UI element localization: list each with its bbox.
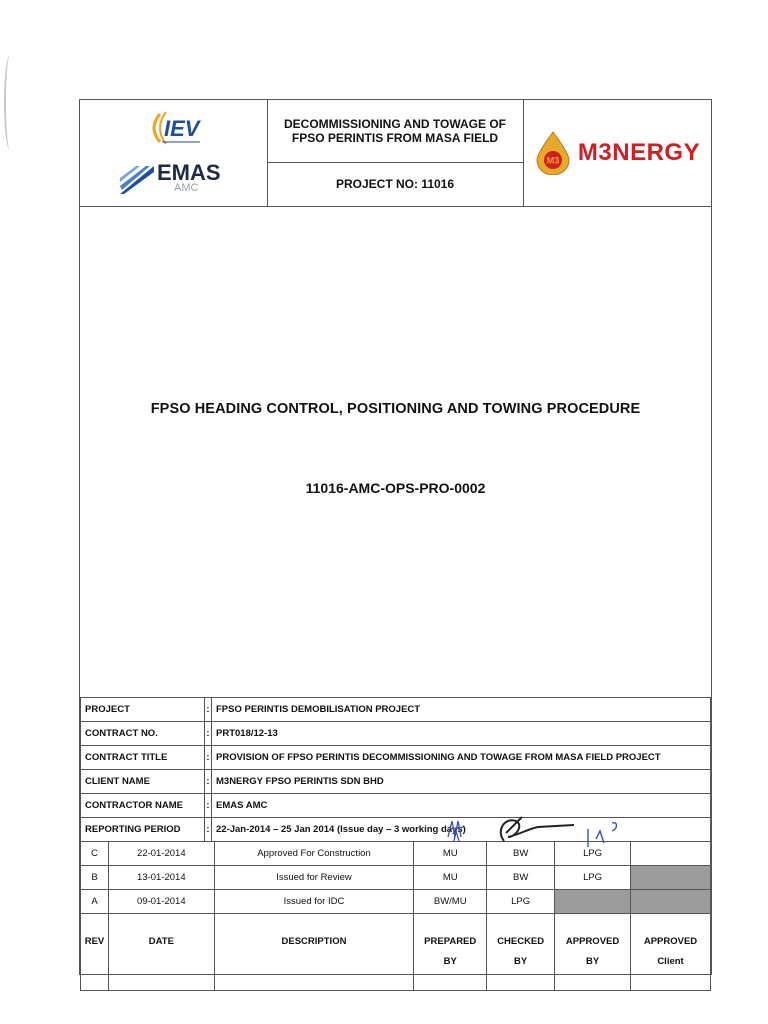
header-title-block [267, 100, 524, 206]
info-separator: : [205, 770, 212, 794]
header-block [80, 100, 711, 207]
emas-wing-icon [120, 166, 154, 194]
revision-checked: BW [487, 866, 555, 890]
revision-approved: LPG [555, 842, 631, 866]
revision-code: C [81, 842, 109, 866]
revision-client-shaded [631, 890, 711, 914]
checked-header-line2: BY [514, 956, 528, 967]
project-number: PROJECT NO: 11016 [335, 177, 455, 191]
revision-date: 22-01-2014 [108, 842, 214, 866]
revision-prepared: MU [414, 866, 487, 890]
client-header-line1: APPROVED [643, 936, 698, 947]
prepared-header [414, 914, 487, 991]
info-label: PROJECT [81, 698, 205, 722]
info-label: CLIENT NAME [81, 770, 205, 794]
revision-date: 09-01-2014 [108, 890, 214, 914]
client-approved-header [631, 914, 711, 991]
emas-logo-subtext: AMC [174, 182, 199, 194]
revision-row [81, 890, 711, 914]
signature-mu [448, 821, 464, 841]
signature-lpg [588, 823, 617, 847]
rev-header: REV [81, 914, 109, 991]
date-header: DATE [108, 914, 214, 991]
revision-client-shaded [631, 866, 711, 890]
emas-logo-text: EMAS [157, 160, 221, 185]
info-label: CONTRACTOR NAME [81, 794, 205, 818]
revision-checked: LPG [487, 890, 555, 914]
document-number: 11016-AMC-OPS-PRO-0002 [305, 480, 486, 496]
info-value: FPSO PERINTIS DEMOBILISATION PROJECT [212, 698, 711, 722]
revision-client [631, 842, 711, 866]
info-value: PRT018/12-13 [212, 722, 711, 746]
checked-header-line1: CHECKED [497, 936, 545, 947]
revision-code: A [81, 890, 109, 914]
checked-header [487, 914, 555, 991]
revision-date: 13-01-2014 [108, 866, 214, 890]
project-title-line1: DECOMMISSIONING AND TOWAGE OF [283, 117, 506, 131]
info-separator: : [205, 794, 212, 818]
iev-logo [146, 110, 206, 146]
info-row [81, 722, 711, 746]
m3-badge-text: M3 [546, 155, 560, 166]
project-title [275, 117, 515, 145]
revision-description: Approved For Construction [214, 842, 414, 866]
handwritten-signatures [446, 807, 626, 857]
revision-description: Issued for Review [214, 866, 414, 890]
info-label: REPORTING PERIOD [81, 818, 205, 842]
revision-approved: LPG [555, 866, 631, 890]
info-separator: : [205, 818, 212, 842]
description-header: DESCRIPTION [214, 914, 414, 991]
info-value: PROVISION OF FPSO PERINTIS DECOMMISSIONING AND TOWAGE FROM MASA FIELD PROJECT [212, 746, 711, 770]
revision-prepared: BW/MU [414, 890, 487, 914]
approved-header-line2: BY [585, 956, 600, 967]
revision-checked: BW [487, 842, 555, 866]
info-separator: : [205, 746, 212, 770]
project-number-cell [267, 162, 523, 206]
emas-logo [120, 160, 240, 200]
scan-edge-mark [4, 55, 16, 150]
info-separator: : [205, 722, 212, 746]
m3nergy-logo [534, 131, 700, 175]
info-row [81, 698, 711, 722]
contractor-logos [80, 100, 268, 206]
header-title-cell [267, 100, 523, 163]
prepared-header-line1: PREPARED [424, 936, 477, 947]
signature-bw [501, 817, 574, 841]
revision-table [80, 841, 711, 991]
info-label: CONTRACT NO. [81, 722, 205, 746]
client-logo [523, 100, 711, 206]
revision-header-row [81, 914, 711, 991]
info-separator: : [205, 698, 212, 722]
info-value: EMAS AMC [212, 794, 711, 818]
revision-row [81, 866, 711, 890]
revision-code: B [81, 866, 109, 890]
info-row [81, 770, 711, 794]
info-value: 22-Jan-2014 – 25 Jan 2014 (Issue day – 3 working days) [212, 818, 711, 842]
m3nergy-logo-text: M3NERGY [577, 139, 701, 166]
iev-logo-text: IEV [164, 116, 200, 141]
approved-header [555, 914, 631, 991]
info-value: M3NERGY FPSO PERINTIS SDN BHD [212, 770, 711, 794]
project-title-line2: FPSO PERINTIS FROM MASA FIELD [291, 131, 499, 145]
oil-drop-icon [534, 131, 572, 175]
info-row [81, 746, 711, 770]
approved-header-line1: APPROVED [565, 936, 620, 947]
document-title: FPSO HEADING CONTROL, POSITIONING AND TOWING PROCEDURE [150, 401, 641, 417]
client-header-line2: Client [657, 956, 684, 967]
info-label: CONTRACT TITLE [81, 746, 205, 770]
revision-description: Issued for IDC [214, 890, 414, 914]
document-frame [79, 99, 712, 975]
revision-approved-shaded [555, 890, 631, 914]
revision-prepared: MU [414, 842, 487, 866]
prepared-header-line2: BY [443, 956, 457, 967]
